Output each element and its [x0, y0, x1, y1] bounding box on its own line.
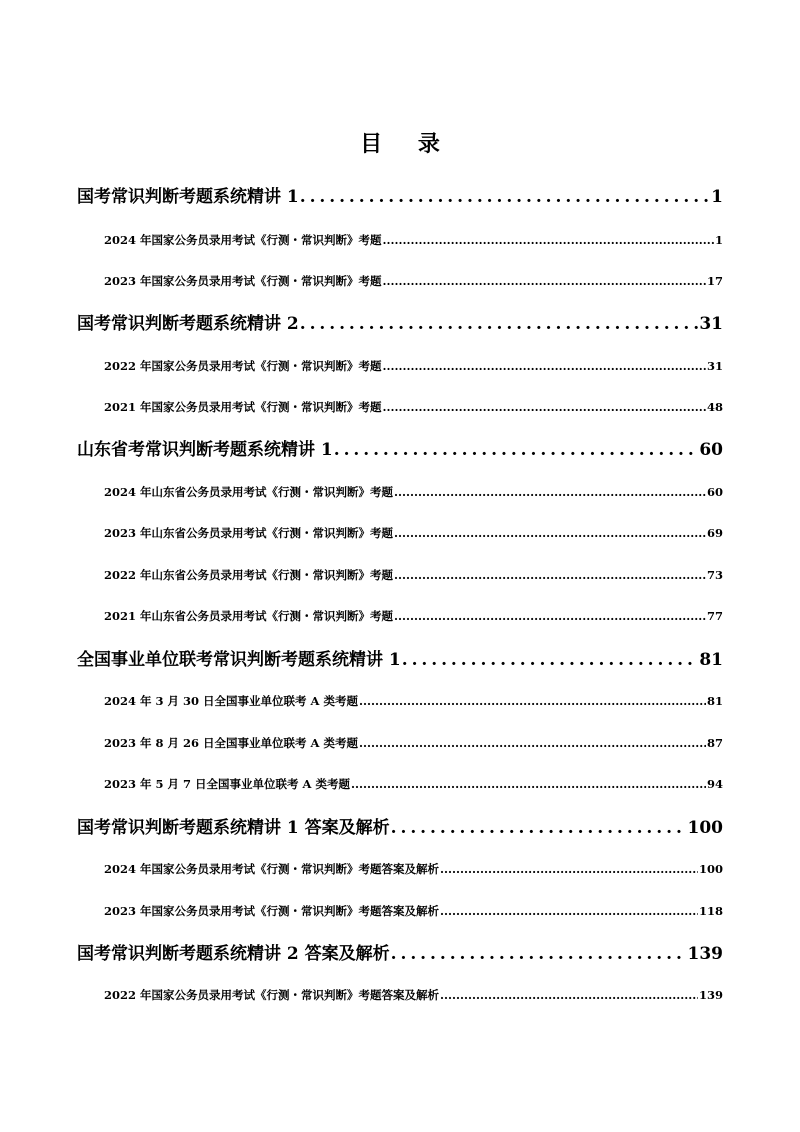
- toc-section-entry[interactable]: [77, 815, 723, 841]
- toc-subsection-entry[interactable]: [104, 566, 723, 584]
- toc-leader-dots: [383, 398, 706, 416]
- toc-entry-page: 100: [687, 818, 723, 838]
- toc-entry-title: 2023 年 8 月 26 日全国事业单位联考 A 类考题: [104, 736, 358, 750]
- toc-subsection-entry[interactable]: [104, 692, 723, 710]
- toc-entry-page: 81: [699, 650, 723, 670]
- toc-entry-page: 94: [706, 777, 723, 791]
- toc-subsection-entry[interactable]: [104, 902, 723, 920]
- toc-leader-dots: [440, 902, 698, 920]
- toc-leader-dots: [440, 860, 698, 878]
- toc-entry-title: 国考常识判断考题系统精讲 2 答案及解析: [77, 944, 390, 964]
- toc-subsection-entry[interactable]: [104, 860, 723, 878]
- toc-entry-page: 1: [711, 187, 723, 207]
- toc-section-entry[interactable]: [77, 184, 723, 210]
- toc-entry-page: 60: [706, 485, 723, 499]
- toc-leader-dots: [359, 734, 706, 752]
- toc-entry-page: 87: [706, 736, 723, 750]
- toc-leader-dots: [402, 647, 699, 673]
- toc-leader-dots: [394, 566, 706, 584]
- toc-leader-dots: [359, 692, 706, 710]
- toc-entry-page: 77: [706, 609, 723, 623]
- toc-entry-title: 2024 年 3 月 30 日全国事业单位联考 A 类考题: [104, 694, 358, 708]
- toc-subsection-entry[interactable]: [104, 607, 723, 625]
- toc-entry-page: 81: [706, 694, 723, 708]
- toc-leader-dots: [300, 311, 699, 337]
- toc-subsection-entry[interactable]: [104, 734, 723, 752]
- toc-entry-title: 2022 年山东省公务员录用考试《行测・常识判断》考题: [104, 568, 394, 582]
- toc-entry-page: 48: [706, 400, 723, 414]
- page-title: 目 录: [360, 131, 454, 157]
- toc-entry-page: 100: [698, 862, 723, 876]
- toc-entry-title: 2024 年国家公务员录用考试《行测・常识判断》考题答案及解析: [104, 862, 440, 876]
- toc-leader-dots: [383, 357, 706, 375]
- toc-entry-title: 2024 年国家公务员录用考试《行测・常识判断》考题: [104, 233, 382, 247]
- toc-leader-dots: [440, 986, 698, 1004]
- toc-leader-dots: [334, 437, 699, 463]
- toc-entry-page: 139: [687, 944, 723, 964]
- toc-leader-dots: [394, 483, 706, 501]
- toc-entry-title: 国考常识判断考题系统精讲 2: [77, 314, 299, 334]
- toc-leader-dots: [351, 775, 706, 793]
- toc-entry-page: 118: [698, 904, 723, 918]
- toc-entry-page: 17: [706, 274, 723, 288]
- toc-subsection-entry[interactable]: [104, 357, 723, 375]
- toc-subsection-entry[interactable]: [104, 231, 723, 249]
- toc-entry-title: 2022 年国家公务员录用考试《行测・常识判断》考题答案及解析: [104, 988, 440, 1002]
- toc-subsection-entry[interactable]: [104, 986, 723, 1004]
- toc-section-entry[interactable]: [77, 941, 723, 967]
- toc-section-entry[interactable]: [77, 647, 723, 673]
- toc-leader-dots: [394, 607, 706, 625]
- toc-entry-title: 2023 年国家公务员录用考试《行测・常识判断》考题答案及解析: [104, 904, 440, 918]
- toc-entry-page: 139: [698, 988, 723, 1002]
- toc-section-entry[interactable]: [77, 437, 723, 463]
- toc-subsection-entry[interactable]: [104, 483, 723, 501]
- toc-section-entry[interactable]: [77, 311, 723, 337]
- toc-leader-dots: [383, 231, 714, 249]
- toc-entry-title: 2023 年国家公务员录用考试《行测・常识判断》考题: [104, 274, 382, 288]
- toc-subsection-entry[interactable]: [104, 524, 723, 542]
- toc-entry-title: 2022 年国家公务员录用考试《行测・常识判断》考题: [104, 359, 382, 373]
- toc-leader-dots: [300, 184, 710, 210]
- toc-entry-title: 2023 年 5 月 7 日全国事业单位联考 A 类考题: [104, 777, 350, 791]
- toc-leader-dots: [394, 524, 706, 542]
- toc-entry-title: 山东省考常识判断考题系统精讲 1: [77, 440, 333, 460]
- toc-entry-title: 2023 年山东省公务员录用考试《行测・常识判断》考题: [104, 526, 394, 540]
- toc-entry-title: 国考常识判断考题系统精讲 1: [77, 187, 299, 207]
- toc-leader-dots: [383, 272, 706, 290]
- toc-leader-dots: [391, 941, 687, 967]
- toc-entry-page: 31: [706, 359, 723, 373]
- toc-subsection-entry[interactable]: [104, 272, 723, 290]
- toc-entry-page: 31: [699, 314, 723, 334]
- toc-entry-page: 1: [714, 233, 723, 247]
- toc-leader-dots: [391, 815, 687, 841]
- toc-entry-title: 2021 年山东省公务员录用考试《行测・常识判断》考题: [104, 609, 394, 623]
- toc-entry-title: 2024 年山东省公务员录用考试《行测・常识判断》考题: [104, 485, 394, 499]
- toc-entry-page: 60: [699, 440, 723, 460]
- toc-entry-title: 全国事业单位联考常识判断考题系统精讲 1: [77, 650, 401, 670]
- toc-entry-page: 69: [706, 526, 723, 540]
- toc-entry-page: 73: [706, 568, 723, 582]
- toc-subsection-entry[interactable]: [104, 775, 723, 793]
- toc-entry-title: 2021 年国家公务员录用考试《行测・常识判断》考题: [104, 400, 382, 414]
- toc-subsection-entry[interactable]: [104, 398, 723, 416]
- toc-entry-title: 国考常识判断考题系统精讲 1 答案及解析: [77, 818, 390, 838]
